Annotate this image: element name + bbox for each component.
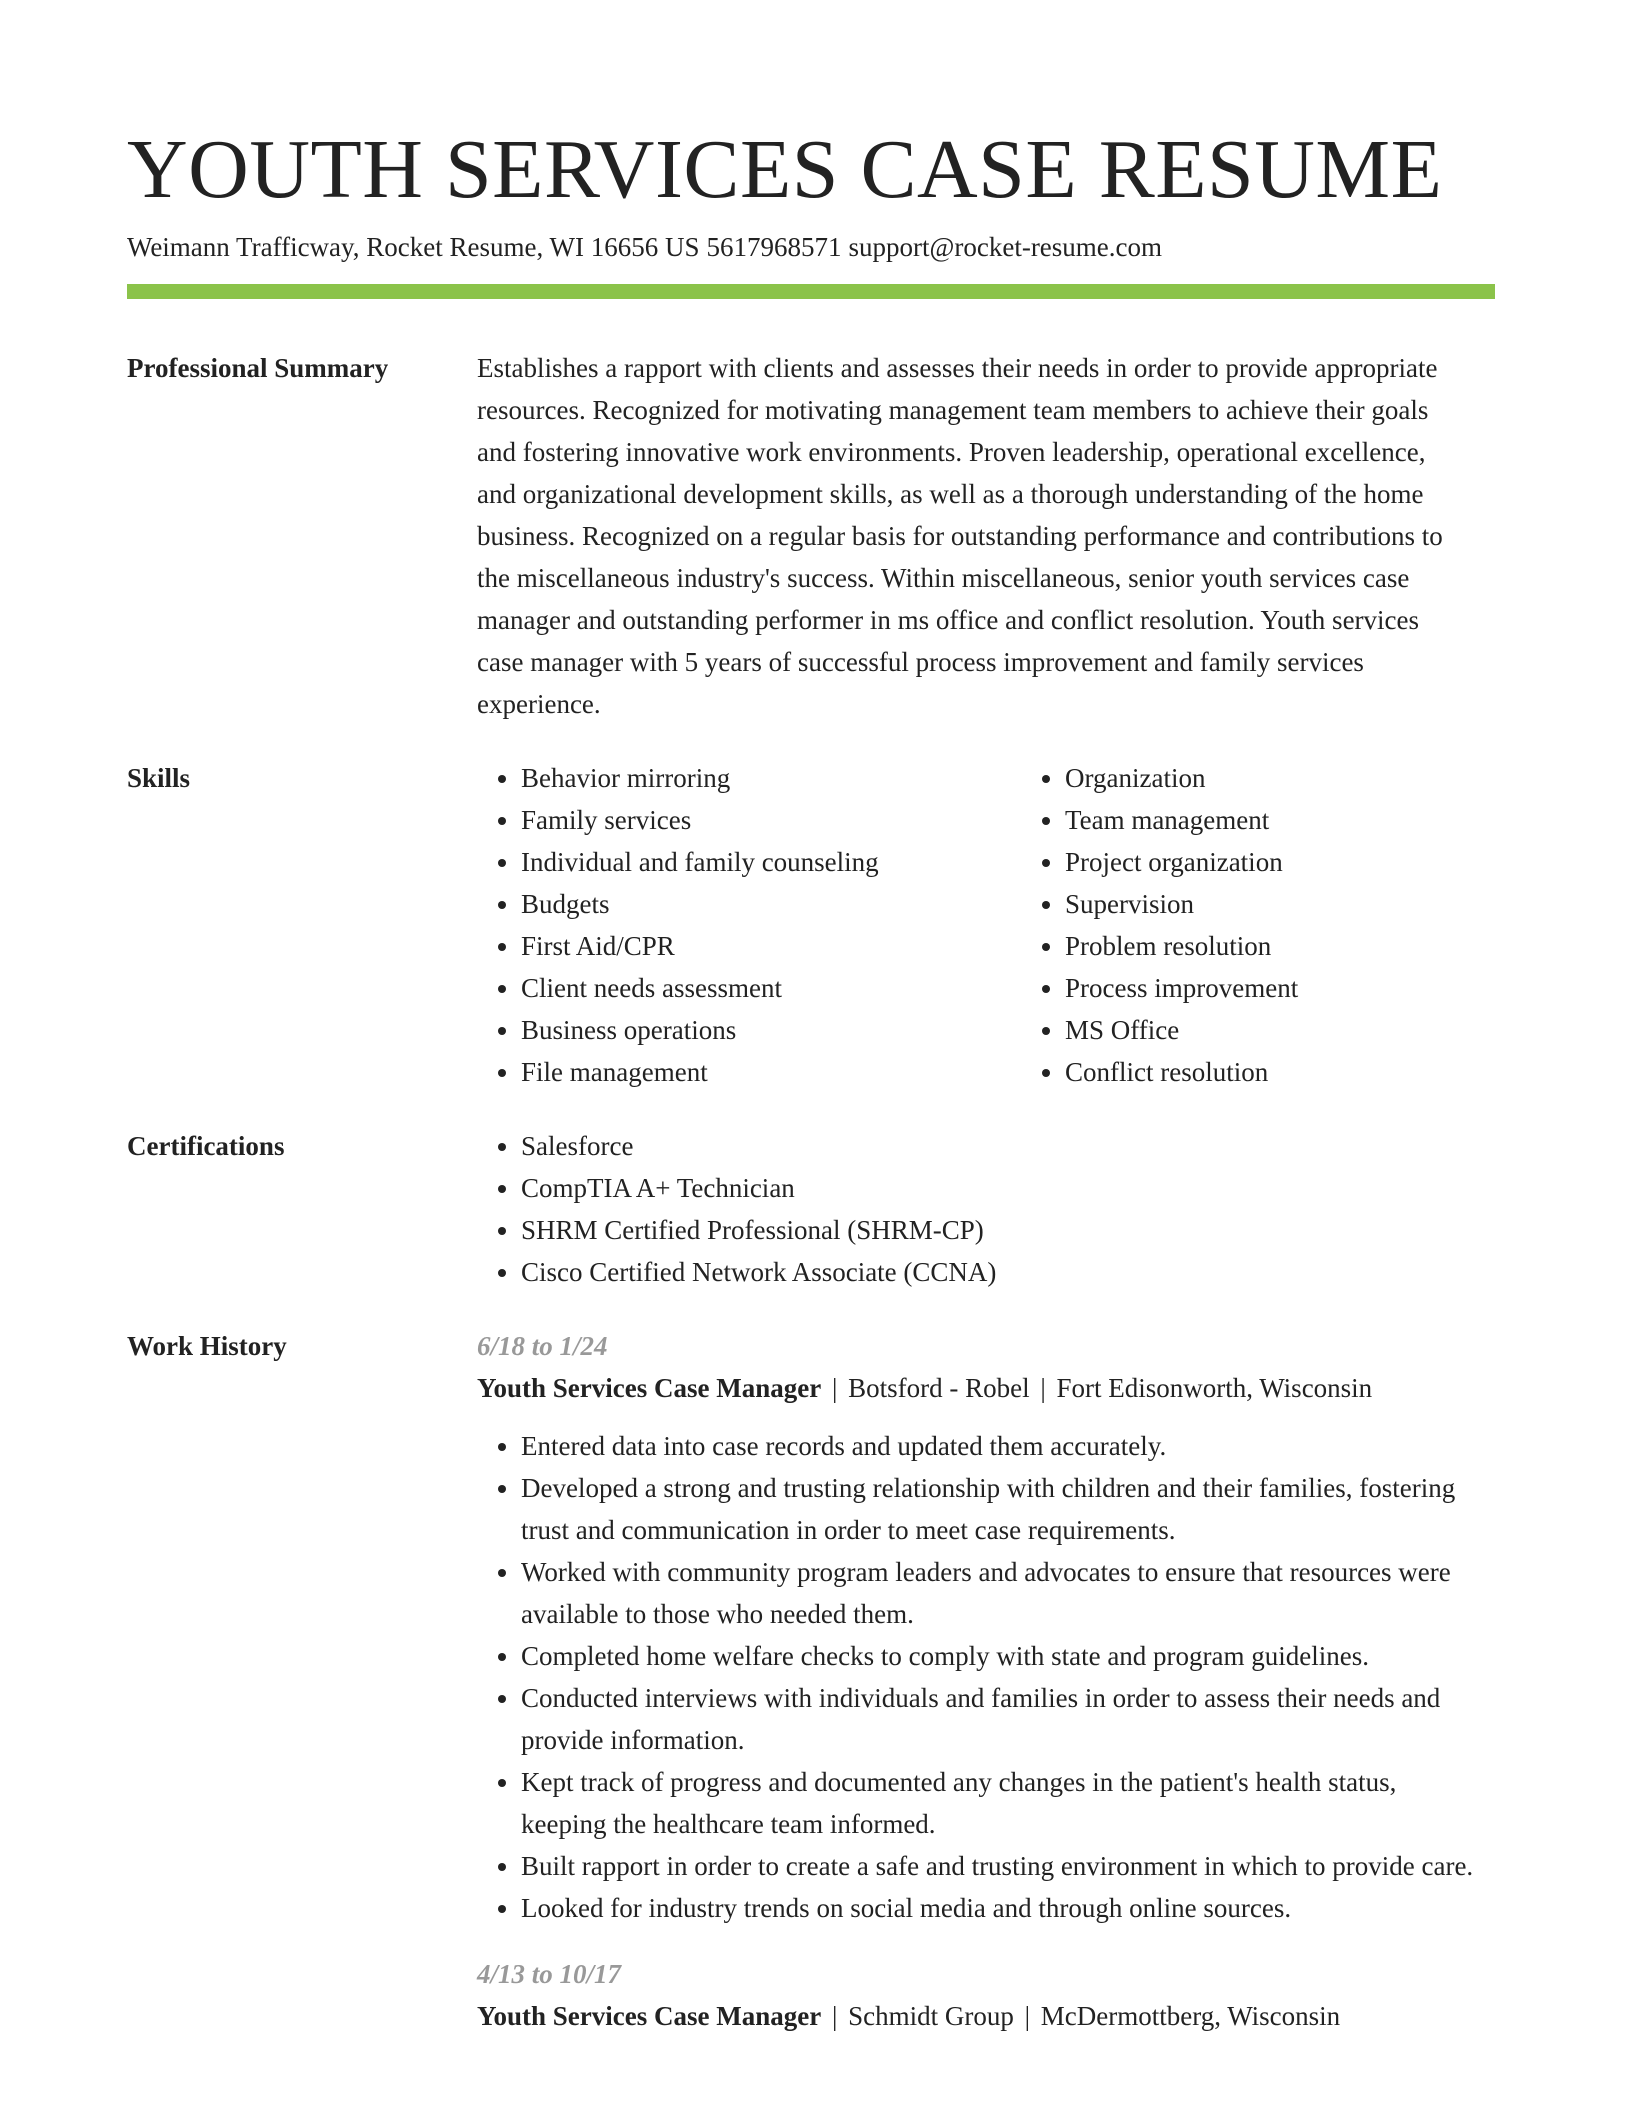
summary-text: Establishes a rapport with clients and assesses their needs in order to provide appropriate resources. Recognized for motivating management team members to achieve their goals and fostering innovative work environments. Proven leadership, operational excellence, and organizational development skills, as well as a thorough understanding of the home business. Recognized on a regular basis for outstanding performance and contributions to the miscellaneous industry's success. Within miscellaneous, senior youth services case manager and outstanding performer in ms office and conflict resolution. Youth services case manager with 5 years of successful process improvement and family services experience. xyxy=(477,353,1443,719)
skills-section xyxy=(127,757,1495,1093)
work-history-section xyxy=(127,1325,1495,2061)
certifications-label: Certifications xyxy=(127,1131,285,1161)
job-location: McDermottberg, Wisconsin xyxy=(1040,2001,1341,2031)
job-bullets xyxy=(477,1425,1495,1929)
summary-label: Professional Summary xyxy=(127,353,389,383)
skill-item: • Problem resolution xyxy=(1065,925,1298,967)
skill-item: • First Aid/CPR xyxy=(521,925,1021,967)
skill-item: • Supervision xyxy=(1065,883,1298,925)
skill-item: • Behavior mirroring xyxy=(521,757,1021,799)
skills-label: Skills xyxy=(127,763,191,793)
separator: | xyxy=(831,1373,838,1403)
job-bullet: • Completed home welfare checks to comply with state and program guidelines. xyxy=(521,1635,1475,1677)
job-dates: 4/13 to 10/17 xyxy=(477,1959,622,1989)
certification-item: • Salesforce xyxy=(521,1125,1495,1167)
job-title: Youth Services Case Manager xyxy=(477,2001,822,2031)
contact-address: Weimann Trafficway, Rocket Resume, WI 16656 US xyxy=(127,232,700,262)
skill-item: • Conflict resolution xyxy=(1065,1051,1298,1093)
skill-item: • Process improvement xyxy=(1065,967,1298,1009)
job-dates: 6/18 to 1/24 xyxy=(477,1331,608,1361)
summary-body xyxy=(477,347,1495,725)
certifications-body xyxy=(477,1125,1495,1293)
header-divider xyxy=(127,284,1495,299)
job-bullet: • Developed a strong and trusting relationship with children and their families, fostering trust and communication in order to meet case requirements. xyxy=(521,1467,1475,1551)
certification-item: • SHRM Certified Professional (SHRM-CP) xyxy=(521,1209,1495,1251)
job-bullet: • Looked for industry trends on social media and through online sources. xyxy=(521,1887,1475,1929)
certifications-section xyxy=(127,1125,1495,1293)
job-heading xyxy=(477,1995,1495,2037)
certification-item: • CompTIA A+ Technician xyxy=(521,1167,1495,1209)
skills-right-list xyxy=(1021,757,1298,1093)
skill-item: • Business operations xyxy=(521,1009,1021,1051)
skill-item: • Project organization xyxy=(1065,841,1298,883)
work-history-label: Work History xyxy=(127,1331,287,1361)
skills-left-list xyxy=(477,757,1021,1093)
skill-item: • File management xyxy=(521,1051,1021,1093)
skill-item: • Team management xyxy=(1065,799,1298,841)
resume-title: YOUTH SERVICES CASE RESUME xyxy=(127,123,1443,216)
job-bullet: • Entered data into case records and updated them accurately. xyxy=(521,1425,1475,1467)
separator: | xyxy=(1040,1373,1046,1403)
work-history-body xyxy=(477,1325,1495,2061)
skill-item: • Budgets xyxy=(521,883,1021,925)
skill-item: • Organization xyxy=(1065,757,1298,799)
resume-sections xyxy=(127,347,1495,2093)
job-heading xyxy=(477,1367,1495,1409)
certifications-list xyxy=(477,1125,1495,1293)
job-bullet: • Conducted interviews with individuals and families in order to assess their needs and provide information. xyxy=(521,1677,1475,1761)
job-entry xyxy=(477,1953,1495,2037)
certification-item: • Cisco Certified Network Associate (CCNA) xyxy=(521,1251,1495,1293)
skill-item: • Family services xyxy=(521,799,1021,841)
skill-item: • MS Office xyxy=(1065,1009,1298,1051)
skill-item: • Individual and family counseling xyxy=(521,841,1021,883)
contact-phone: 5617968571 xyxy=(706,232,842,262)
contact-email: support@rocket-resume.com xyxy=(848,232,1163,262)
job-bullet: • Kept track of progress and documented any changes in the patient's health status, keeping the healthcare team informed. xyxy=(521,1761,1475,1845)
contact-line xyxy=(127,230,1162,264)
summary-section xyxy=(127,347,1495,725)
separator: | xyxy=(1024,2001,1031,2031)
job-location: Fort Edisonworth, Wisconsin xyxy=(1056,1373,1373,1403)
job-title: Youth Services Case Manager xyxy=(477,1373,822,1403)
skill-item: • Client needs assessment xyxy=(521,967,1021,1009)
job-entry xyxy=(477,1325,1495,1929)
job-company: Schmidt Group xyxy=(848,2001,1014,2031)
skills-body xyxy=(477,757,1495,1093)
job-bullet: • Worked with community program leaders and advocates to ensure that resources were available to those who needed them. xyxy=(521,1551,1475,1635)
separator: | xyxy=(831,2001,838,2031)
job-bullet: • Built rapport in order to create a safe and trusting environment in which to provide care. xyxy=(521,1845,1475,1887)
job-company: Botsford - Robel xyxy=(848,1373,1030,1403)
